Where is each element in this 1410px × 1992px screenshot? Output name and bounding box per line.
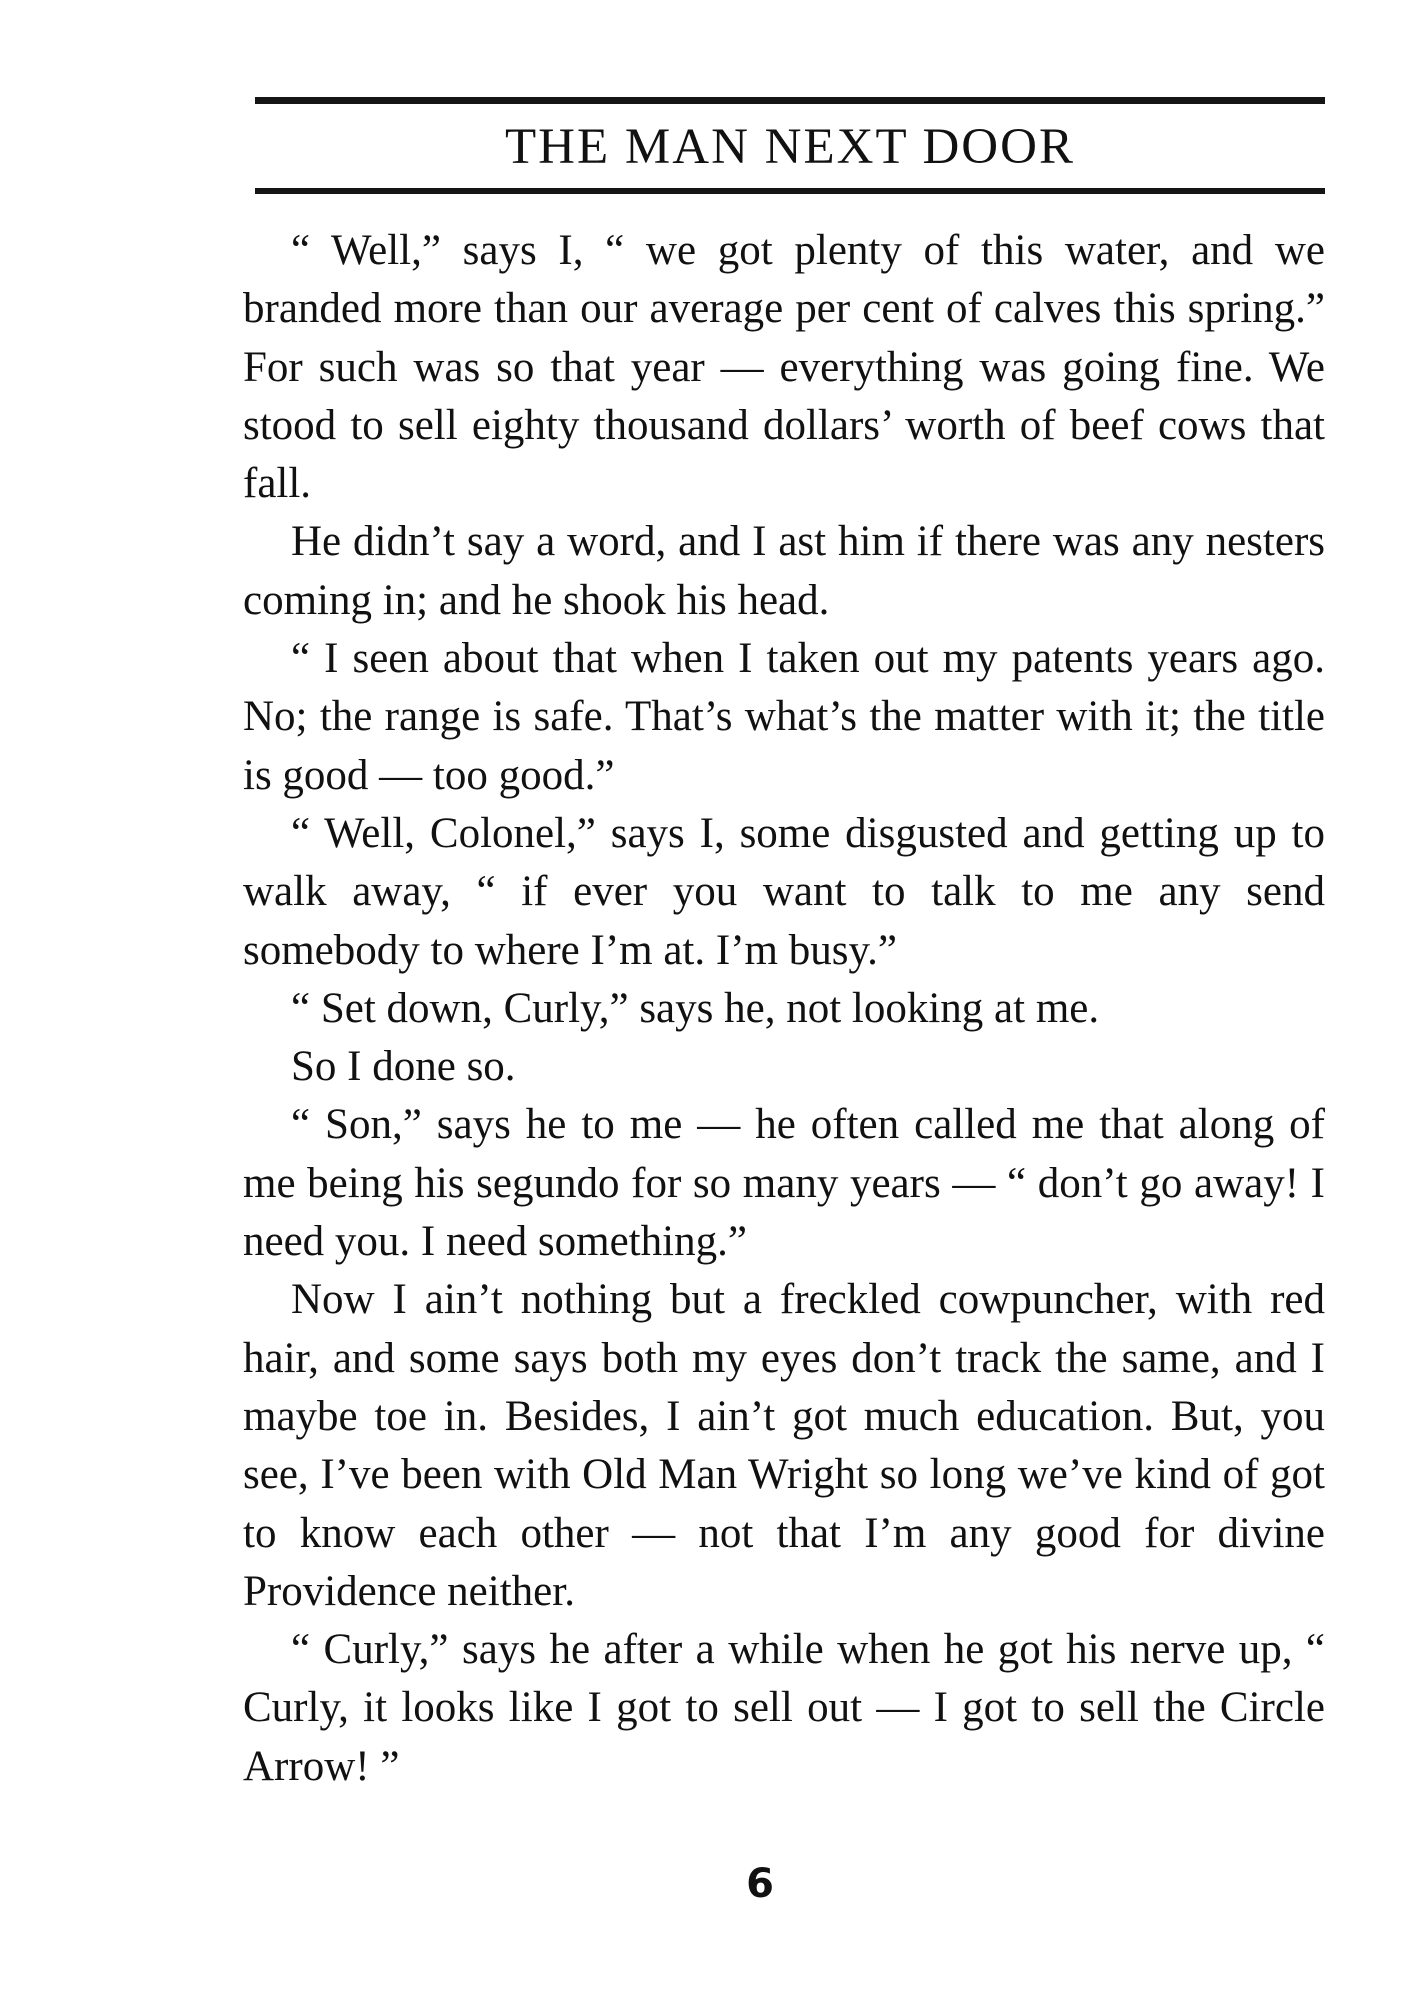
page-number: 6 — [746, 1861, 774, 1907]
paragraph: He didn’t say a word, and I ast him if there was any nesters coming in; and he shook his head. — [243, 518, 1325, 624]
paragraph: So I done so. — [291, 1043, 516, 1091]
paragraph: “ Well,” says I, “ we got plenty of this water, and we branded more than our average per cent of calves this spring.” For such was so that year — everything was going fine. We stood to sell eighty thousand dollars’ worth of beef cows that fall. — [243, 227, 1325, 508]
paragraph: “ I seen about that when I taken out my patents years ago. No; the range is safe. That’s what’s the matter with it; the title is good — too good.” — [243, 635, 1325, 799]
paragraph: Now I ain’t nothing but a freckled cowpuncher, with red hair, and some says both my eyes don’t track the same, and I maybe toe in. Besides, I ain’t got much education. But, you see, I’ve been with Old Man Wright so long we’ve kind of got to know each other — not that I’m any good for divine Providence neither. — [243, 1276, 1325, 1615]
paragraph: “ Set down, Curly,” says he, not looking at me. — [291, 984, 1100, 1032]
paragraph: “ Curly,” says he after a while when he got his nerve up, “ Curly, it looks like I got to sell out — I got to sell the Circle Arrow! ” — [243, 1626, 1325, 1790]
paragraph: “ Well, Colonel,” says I, some disgusted and getting up to walk away, “ if ever you want to talk to me any send somebody to where I’m at. I’m busy.” — [243, 809, 1325, 974]
body-text — [243, 222, 1325, 1796]
header-rule-top — [255, 97, 1325, 104]
running-head: THE MAN NEXT DOOR — [505, 119, 1075, 175]
header-rule-bottom — [255, 188, 1325, 194]
paragraph: “ Son,” says he to me — he often called me that along of me being his segundo for so many years — “ don’t go away! I need you. I need something.” — [243, 1101, 1325, 1266]
